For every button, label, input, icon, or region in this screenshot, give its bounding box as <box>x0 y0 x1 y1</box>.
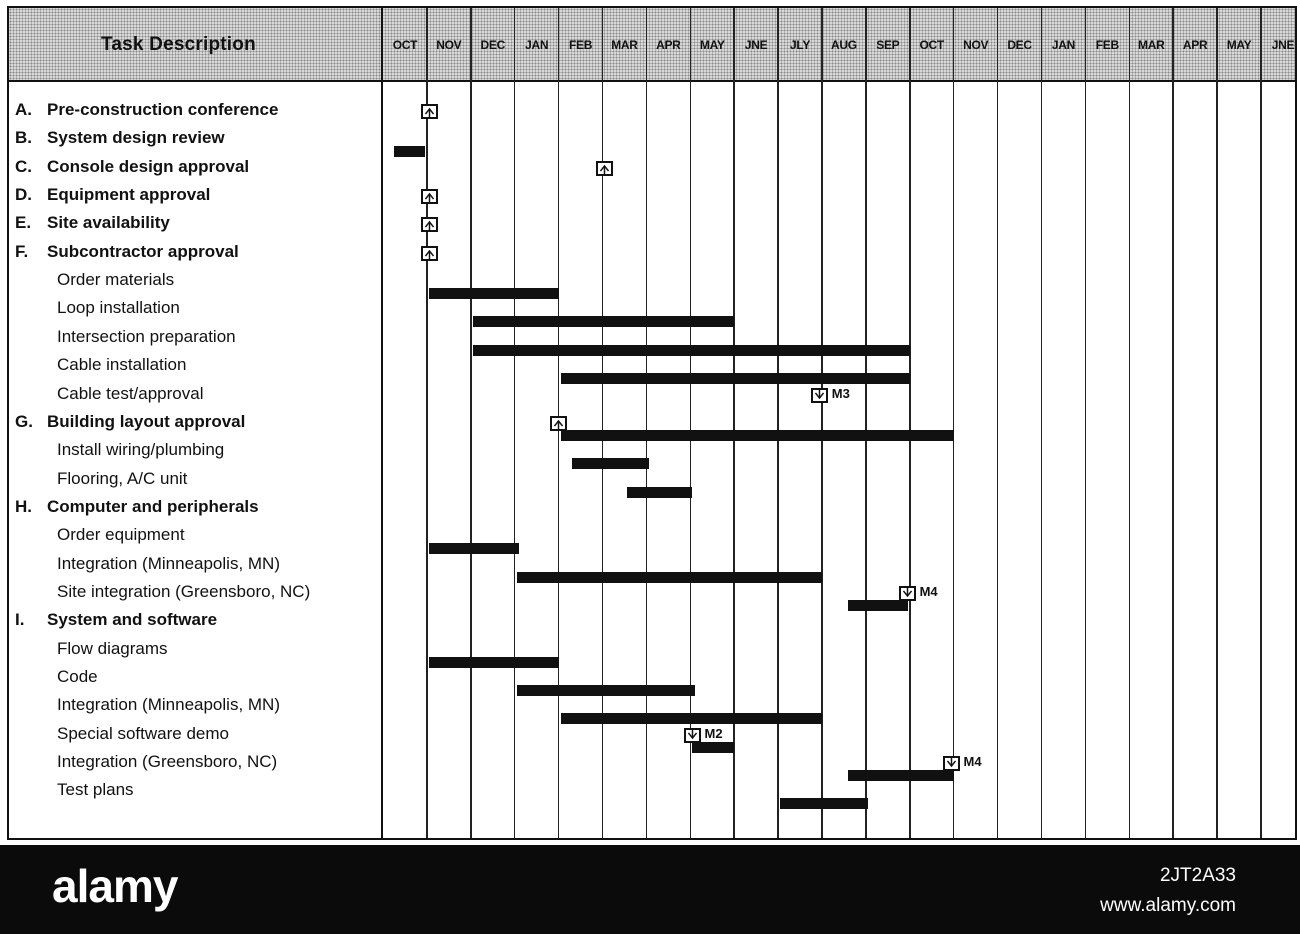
task-text-0: Pre-construction conference <box>47 100 279 119</box>
task-text-11: Building layout approval <box>47 411 246 431</box>
milestone-down-icon-10-0 <box>811 388 828 403</box>
task-bar-24-0 <box>780 798 868 809</box>
task-text-12: Install wiring/plumbing <box>57 440 225 460</box>
month-label-6: APR <box>656 38 681 52</box>
task-bar-13-0 <box>627 487 693 498</box>
task-letter-4: E. <box>15 213 32 233</box>
month-gridline-13 <box>953 8 955 838</box>
month-label-11: SEP <box>876 38 900 52</box>
month-label-19: MAY <box>1226 38 1252 52</box>
task-text-8: Intersection preparation <box>57 326 236 346</box>
task-text-22: Special software demo <box>57 723 229 743</box>
milestone-up-icon-5-0 <box>421 246 438 261</box>
task-bar-21-0 <box>561 713 822 724</box>
task-bar-6-0 <box>429 288 559 299</box>
month-label-10: AUG <box>831 38 857 52</box>
month-label-1: NOV <box>436 38 462 52</box>
task-label-15 <box>57 525 185 545</box>
task-label-4 <box>15 213 170 233</box>
month-label-20: JNE <box>1271 38 1295 52</box>
task-label-2 <box>15 157 249 177</box>
month-gridline-1 <box>426 8 428 838</box>
task-label-13 <box>57 469 187 489</box>
task-label-21 <box>57 695 280 715</box>
watermark-url: www.alamy.com <box>1100 895 1236 916</box>
task-bar-11-0 <box>561 430 954 441</box>
month-gridline-15 <box>1041 8 1043 838</box>
milestone-up-icon-11-0 <box>550 416 567 431</box>
task-label-16 <box>57 554 280 574</box>
task-bar-1-0 <box>394 146 425 157</box>
task-label-11 <box>15 412 245 432</box>
watermark-brand: alamy <box>52 860 178 912</box>
task-bar-19-0 <box>429 657 559 668</box>
task-label-7 <box>57 298 180 318</box>
task-text-14: Computer and peripherals <box>47 496 259 516</box>
milestone-down-icon-22-0 <box>684 728 701 743</box>
task-bar-8-0 <box>473 345 910 356</box>
month-gridline-16 <box>1085 8 1087 838</box>
task-letter-1: B. <box>15 128 32 148</box>
watermark-band <box>0 845 1300 934</box>
task-label-8 <box>57 327 236 347</box>
task-text-3: Equipment approval <box>47 185 211 205</box>
task-bar-9-0 <box>561 373 910 384</box>
task-text-5: Subcontractor approval <box>47 241 239 261</box>
task-letter-0: A. <box>15 100 32 119</box>
month-gridline-20 <box>1260 8 1262 838</box>
month-label-5: MAR <box>611 38 638 52</box>
task-column-divider <box>381 8 383 838</box>
month-label-18: APR <box>1182 38 1208 52</box>
month-gridline-11 <box>865 8 867 838</box>
task-label-20 <box>57 667 98 687</box>
task-label-5 <box>15 242 239 262</box>
month-gridline-14 <box>997 8 999 838</box>
task-bar-23-0 <box>848 770 953 781</box>
month-label-16: FEB <box>1095 38 1119 52</box>
task-text-20: Code <box>57 667 98 686</box>
task-text-23: Integration (Greensboro, NC) <box>57 752 278 772</box>
month-label-17: MAR <box>1138 38 1165 52</box>
task-text-24: Test plans <box>57 780 134 800</box>
task-label-3 <box>15 185 210 205</box>
milestone-label-23-0: M4 <box>963 754 982 770</box>
task-label-18 <box>15 610 217 630</box>
task-bar-16-0 <box>517 572 822 583</box>
task-bar-15-0 <box>429 543 519 554</box>
task-text-2: Console design approval <box>47 156 250 176</box>
task-label-23 <box>57 752 277 772</box>
milestone-down-icon-23-0 <box>943 756 960 771</box>
month-label-12: OCT <box>919 38 944 52</box>
task-text-15: Order equipment <box>57 525 185 545</box>
milestone-up-icon-0-0 <box>421 104 438 119</box>
milestone-label-10-0: M3 <box>831 385 850 401</box>
milestone-label-22-0: M2 <box>704 725 723 741</box>
task-bar-7-0 <box>473 316 734 327</box>
month-gridline-2 <box>470 8 472 838</box>
month-label-0: OCT <box>392 38 418 52</box>
month-label-14: DEC <box>1007 38 1032 52</box>
month-label-8: JNE <box>744 38 768 52</box>
month-label-13: NOV <box>963 38 989 52</box>
task-text-19: Flow diagrams <box>57 638 168 658</box>
task-label-6 <box>57 270 174 290</box>
month-label-2: DEC <box>480 38 505 52</box>
task-label-14 <box>15 497 259 517</box>
task-label-22 <box>57 724 229 744</box>
task-bar-20-0 <box>517 685 695 696</box>
header-task-description: Task Description <box>101 34 256 55</box>
task-label-1 <box>15 128 225 148</box>
task-label-17 <box>57 582 310 602</box>
milestone-up-icon-4-0 <box>421 217 438 232</box>
task-text-13: Flooring, A/C unit <box>57 468 188 488</box>
task-letter-5: F. <box>15 241 29 261</box>
task-text-4: Site availability <box>47 213 170 233</box>
task-letter-11: G. <box>15 411 33 431</box>
month-gridline-18 <box>1172 8 1174 838</box>
task-bar-12-0 <box>572 458 649 469</box>
task-letter-2: C. <box>15 156 32 176</box>
task-label-9 <box>57 355 186 375</box>
task-text-16: Integration (Minneapolis, MN) <box>57 553 280 573</box>
month-gridline-12 <box>909 8 911 838</box>
month-gridline-3 <box>514 8 516 838</box>
task-label-19 <box>57 639 168 659</box>
month-gridline-17 <box>1129 8 1131 838</box>
milestone-down-icon-17-0 <box>899 586 916 601</box>
month-label-7: MAY <box>699 38 725 52</box>
task-label-12 <box>57 440 224 460</box>
milestone-up-icon-3-0 <box>421 189 438 204</box>
task-text-1: System design review <box>47 128 225 148</box>
milestone-up-icon-2-0 <box>596 161 613 176</box>
task-text-21: Integration (Minneapolis, MN) <box>57 695 280 715</box>
task-text-9: Cable installation <box>57 355 187 375</box>
month-label-4: FEB <box>568 38 593 52</box>
task-letter-18: I. <box>15 610 25 630</box>
task-text-10: Cable test/approval <box>57 383 204 403</box>
month-label-9: JLY <box>790 38 811 52</box>
task-text-7: Loop installation <box>57 298 180 318</box>
task-bar-17-0 <box>848 600 907 611</box>
gantt-chart <box>7 6 1297 840</box>
task-text-6: Order materials <box>57 270 175 290</box>
watermark-image-id: 2JT2A33 <box>1159 865 1236 886</box>
task-label-10 <box>57 384 203 404</box>
task-label-0 <box>15 100 278 120</box>
month-label-3: JAN <box>525 38 549 52</box>
task-text-17: Site integration (Greensboro, NC) <box>57 581 311 601</box>
task-text-18: System and software <box>47 610 218 630</box>
task-letter-3: D. <box>15 185 32 205</box>
task-bar-22-0 <box>692 742 734 753</box>
milestone-label-17-0: M4 <box>919 583 938 599</box>
task-letter-14: H. <box>15 496 32 516</box>
task-label-24 <box>57 780 134 800</box>
month-label-15: JAN <box>1051 38 1075 52</box>
month-gridline-19 <box>1216 8 1218 838</box>
